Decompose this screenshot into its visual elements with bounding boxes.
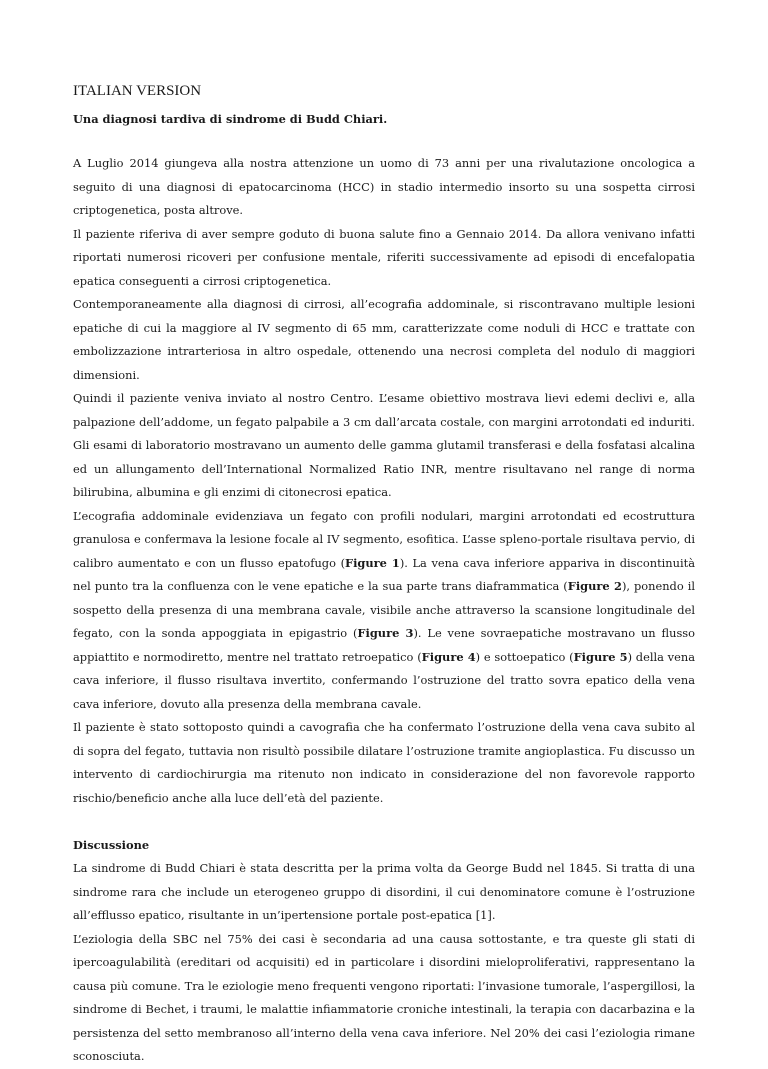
spacer: [73, 130, 695, 152]
text: ). La vena cava inferiore appariva in discontinuità nel punto tra la confluenza con le vene epatiche e la sua parte trans diaframmatica (: [73, 555, 695, 593]
paragraph: A Luglio 2014 giungeva alla nostra attenzione un uomo di 73 anni per una rivalutazione oncologica a seguito di una diagnosi di epatocarcinoma (HCC) in stadio intermedio insorto su una sospetta cirrosi criptogenetica, posta altrove.: [73, 156, 695, 217]
text: ) e sottoepatico (: [475, 649, 574, 664]
paragraph: Il paziente riferiva di aver sempre goduto di buona salute fino a Gennaio 2014. Da allora venivano infatti riportati numerosi ricoveri per confusione mentale, riferiti successivamente ad episodi di encefalopatia epatica conseguenti a cirrosi criptogenetica.: [73, 226, 695, 288]
paragraph: Il paziente è stato sottoposto quindi a cavografia che ha confermato l’ostruzione della vena cava subito al di sopra del fegato, tuttavia non risultò possibile dilatare l’ostruzione tramite angioplastica. Fu discusso un intervento di cardiochirurgia ma ritenuto non indicato in considerazione del non favorevole rapporto rischio/beneficio anche alla luce dell’età del paziente.: [73, 720, 695, 805]
discussion-heading: Discussione: [73, 837, 150, 852]
paragraph: Quindi il paziente veniva inviato al nostro Centro. L’esame obiettivo mostrava lievi edemi declivi e, alla palpazione dell’addome, un fegato palpabile a 3 cm dall’arcata costale, con margini arrotondati ed induriti. Gli esami di laboratorio mostravano un aumento delle gamma glutamil transferasi e della fosfatasi alcalina ed un allungamento dell’International Normalized Ratio INR, mentre risultavano nel range di norma bilirubina, albumina e gli enzimi di citonecrosi epatica.: [73, 391, 695, 499]
section-heading: ITALIAN VERSION: [73, 83, 202, 99]
text: L’ecografia addominale evidenziava un fegato con profili nodulari, margini arrotondati ed ecostruttura granulosa e confermava la lesione focale al IV segmento, esofitica. L’asse spleno-portale risultava pervio, di calibro aumentato e con un flusso epatofugo (: [73, 508, 695, 570]
paragraph: L’eziologia della SBC nel 75% dei casi è secondaria ad una causa sottostante, e tra queste gli stati di ipercoagulabilità (ereditari od acquisiti) ed in particolare i disordini mieloproliferativi, rappresentano la causa più comune. Tra le eziologie meno frequenti vengono riportati: l’invasione tumorale, l’aspergillosi, la sindrome di Bechet, i traumi, le malattie infiammatorie croniche intestinali, la terapia con dacarbazina e la persistenza del setto membranoso all’interno della vena cava inferiore. Nel 20% dei casi l’eziologia rimane sconosciuta.: [73, 931, 695, 1063]
figure-ref: Figure 4: [421, 649, 476, 664]
paragraph: La sindrome di Budd Chiari è stata descritta per la prima volta da George Budd nel 1845. Si tratta di una sindrome rara che include un eterogeneo gruppo di disordini, il cui denominatore comune è l’ostruzione all’efflusso epatico, risultante in un’ipertensione portale post-epatica [1].: [73, 861, 695, 922]
figure-ref: Figure 2: [567, 579, 622, 593]
paragraph-echography: [73, 505, 695, 717]
figure-ref: Figure 1: [345, 555, 400, 570]
text: ), ponendo il sospetto della presenza di una membrana cavale, visibile anche attraverso la scansione longitudinale del fegato, con la sonda appoggiata in epigastrio (: [73, 579, 695, 640]
document-title: Una diagnosi tardiva di sindrome di Budd Chiari.: [73, 112, 388, 126]
figure-ref: Figure 5: [573, 649, 628, 664]
paragraph: Contemporaneamente alla diagnosi di cirrosi, all’ecografia addominale, si riscontravano multiple lesioni epatiche di cui la maggiore al IV segmento di 65 mm, caratterizzate come noduli di HCC e trattate con embolizzazione intrarteriosa in altro ospedale, ottenendo una necrosi completa del nodulo di maggiori dimensioni.: [73, 297, 695, 382]
document-page: [73, 80, 695, 1069]
figure-ref: Figure 3: [357, 626, 414, 640]
text: ). Le vene sovraepatiche mostravano un flusso appiattito e normodiretto, mentre nel trattato retroepatico (: [73, 626, 695, 664]
text: ) della vena cava inferiore, il flusso risultava invertito, confermando l’ostruzione del tratto sovra epatico della vena cava inferiore, dovuto alla presenza della membrana cavale.: [73, 649, 695, 711]
spacer: [73, 810, 695, 834]
